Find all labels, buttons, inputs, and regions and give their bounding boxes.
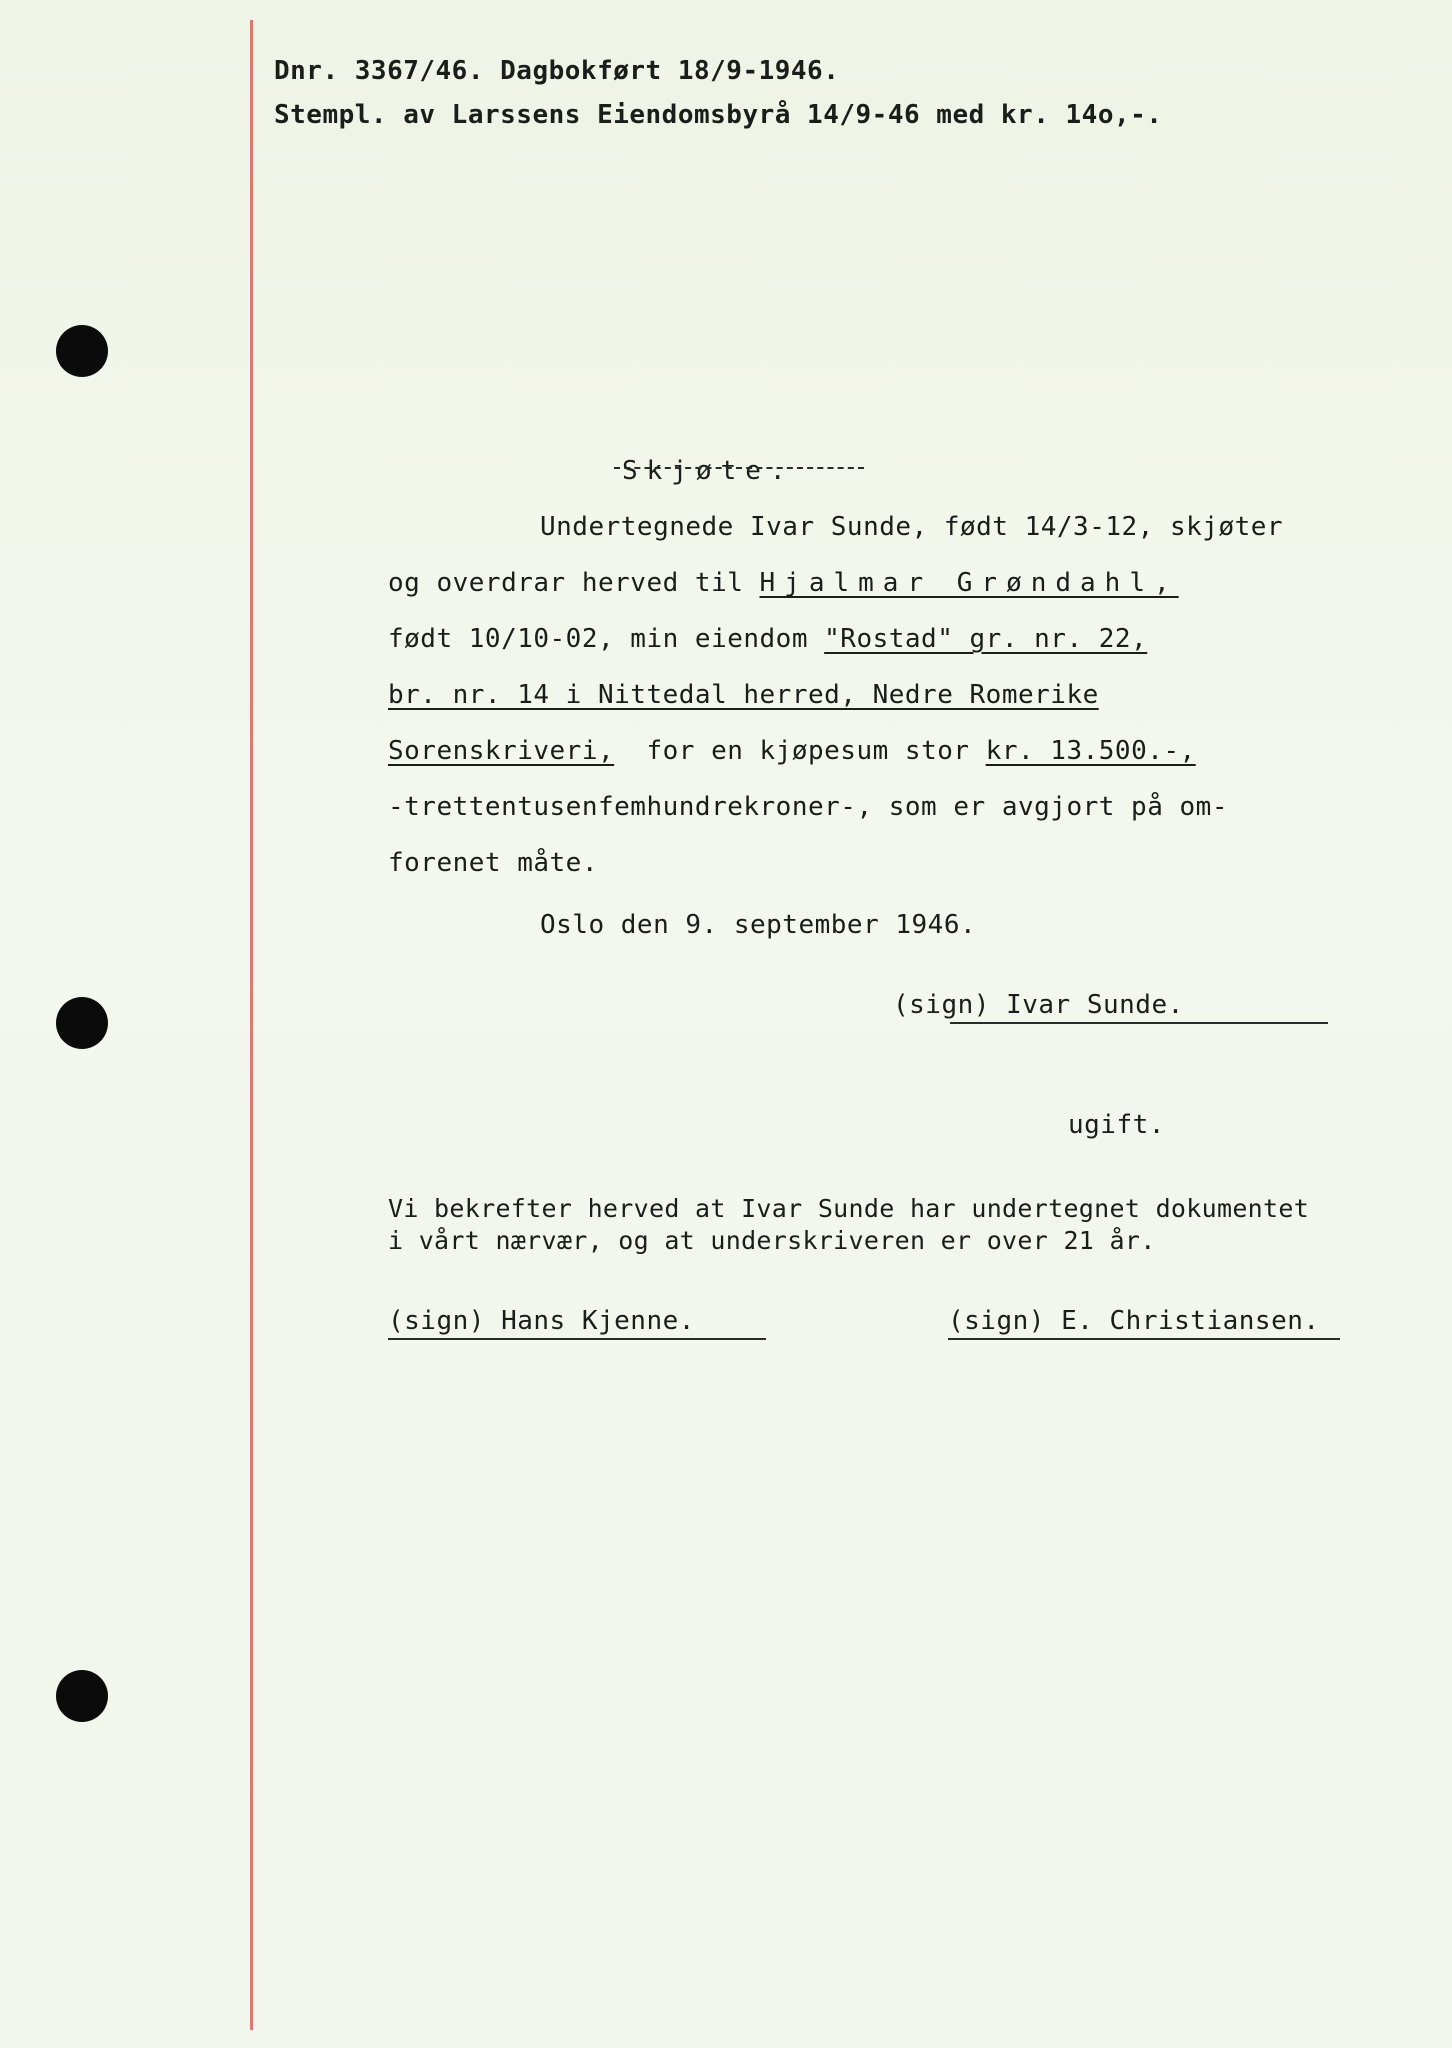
place-date: Oslo den 9. september 1946. — [540, 910, 977, 940]
body-line-3: født 10/10-02, min eiendom "Rostad" gr. nr. 22, — [388, 624, 1148, 654]
witness-statement-line-1: Vi bekrefter herved at Ivar Sunde har undertegnet dokumentet — [388, 1194, 1310, 1223]
body-line-7: forenet måte. — [388, 848, 598, 878]
body-line-1: Undertegnede Ivar Sunde, født 14/3-12, skjøter — [540, 512, 1284, 542]
punch-hole — [56, 325, 108, 377]
marital-status: ugift. — [1068, 1110, 1165, 1140]
punch-hole — [56, 1670, 108, 1722]
seller-signature: (sign) Ivar Sunde. — [893, 990, 1184, 1020]
body-line-5: Sorenskriveri, for en kjøpesum stor kr. 13.500.-, — [388, 736, 1196, 766]
signature-line — [950, 1022, 1328, 1024]
witness-1-signature: (sign) Hans Kjenne. — [388, 1306, 695, 1336]
witness-statement-line-2: i vårt nærvær, og at underskriveren er over 21 år. — [388, 1226, 1156, 1255]
header-line-2: Stempl. av Larssens Eiendomsbyrå 14/9-46 med kr. 14o,-. — [274, 100, 1163, 130]
witness-1-line — [388, 1338, 766, 1340]
witness-2-signature: (sign) E. Christiansen. — [948, 1306, 1320, 1336]
body-line-2: og overdrar herved til Hjalmar Grøndahl, — [388, 568, 1179, 598]
red-margin-line — [250, 20, 253, 2030]
title-underline — [614, 467, 864, 469]
property-name: "Rostad" gr. nr. 22, — [824, 624, 1148, 654]
punch-hole — [56, 997, 108, 1049]
witness-2-line — [948, 1338, 1340, 1340]
body-line-4: br. nr. 14 i Nittedal herred, Nedre Romerike — [388, 680, 1099, 710]
header-line-1: Dnr. 3367/46. Dagbokført 18/9-1946. — [274, 56, 840, 86]
document-title: Skjøte. — [622, 456, 795, 486]
buyer-name: Hjalmar Grøndahl, — [759, 568, 1179, 598]
body-line-6: -trettentusenfemhundrekroner-, som er avgjort på om- — [388, 792, 1228, 822]
purchase-price: kr. 13.500.-, — [985, 736, 1196, 766]
